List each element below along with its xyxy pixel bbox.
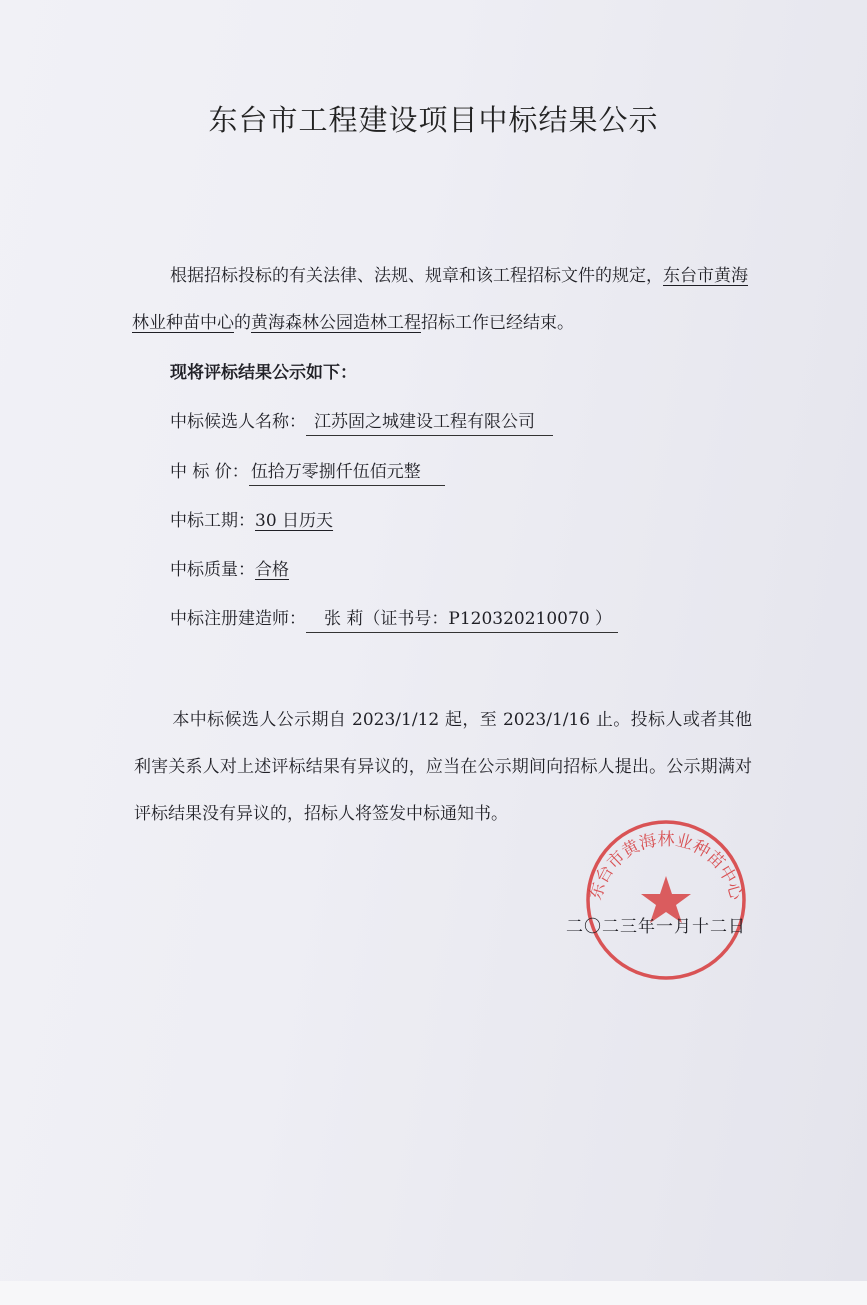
price-label: 中 标 价： (170, 462, 249, 482)
quality-value: 合格 (255, 560, 289, 580)
announce-heading: 现将评标结果公示如下： (170, 363, 357, 383)
field-candidate (170, 407, 553, 436)
field-quality (170, 555, 289, 580)
engineer-label: 中标注册建造师： (170, 609, 306, 629)
intro-suffix: 招标工作已经结束。 (421, 313, 574, 333)
tenderer-name: 东台市黄海林业种苗中心 (132, 266, 748, 333)
intro-paragraph (132, 253, 752, 347)
field-price (170, 457, 445, 486)
quality-label: 中标质量： (170, 560, 255, 580)
document-title: 东台市工程建设项目中标结果公示 (208, 103, 659, 137)
notice-paragraph (134, 697, 752, 838)
project-name: 黄海森林公园造林工程 (251, 313, 421, 333)
intro-prefix: 根据招标投标的有关法律、法规、规章和该工程招标文件的规定， (170, 266, 663, 286)
price-value: 伍拾万零捌仟伍佰元整 (249, 461, 445, 486)
page-bottom-edge (0, 1281, 867, 1305)
engineer-value: 张 莉（证书号：P120320210070 ） (306, 608, 618, 633)
issue-date: 二〇二三年一月十二日 (566, 917, 746, 937)
duration-value: 30 日历天 (255, 511, 334, 531)
seal-text: 东台市黄海林业种苗中心 (585, 830, 747, 903)
candidate-label: 中标候选人名称： (170, 412, 306, 432)
intro-connector: 的 (234, 313, 251, 333)
official-seal (584, 818, 748, 982)
field-duration (170, 506, 333, 531)
field-engineer (170, 604, 618, 633)
duration-label: 中标工期： (170, 511, 255, 531)
candidate-value: 江苏固之城建设工程有限公司 (306, 411, 553, 436)
notice-text: 本中标候选人公示期自 2023/1/12 起，至 2023/1/16 止。投标人或者其他利害关系人对上述评标结果有异议的，应当在公示期间向招标人提出。公示期满对评标结果没有异议的，招标人将签发中标通知书。 (134, 710, 752, 824)
